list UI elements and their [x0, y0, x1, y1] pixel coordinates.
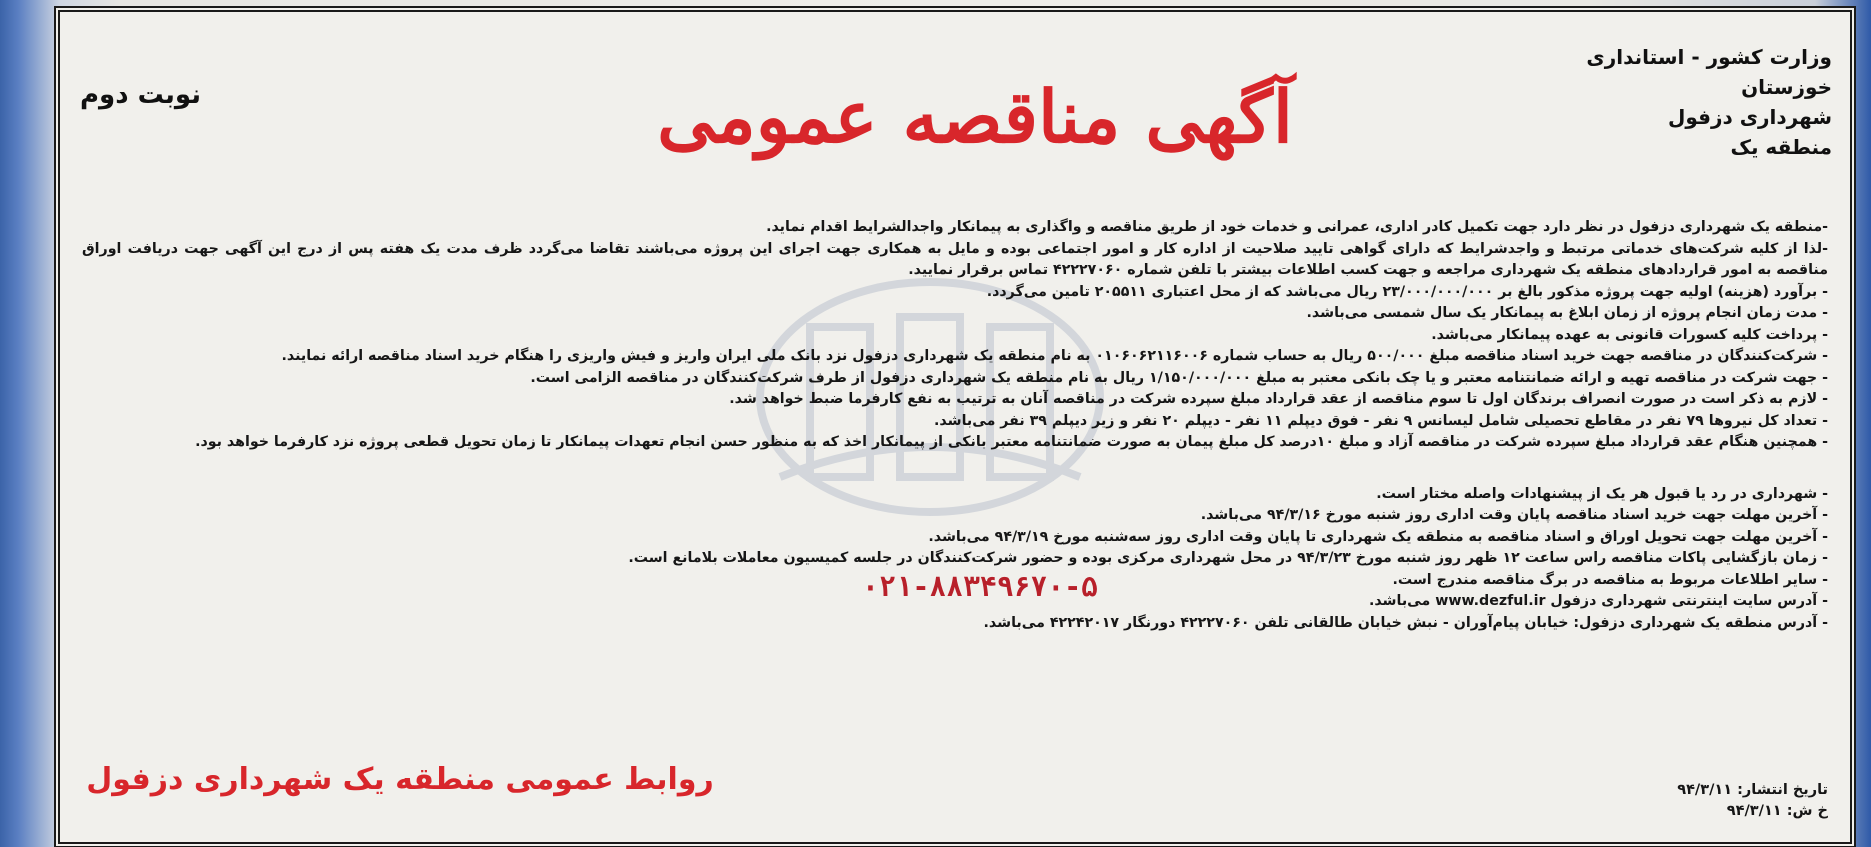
- paragraph: - شهرداری در رد یا قبول هر یک از پیشنهادات واصله مختار است.: [1376, 485, 1828, 502]
- paragraph: -منطقه یک شهرداری دزفول در نظر دارد جهت تکمیل کادر اداری، عمرانی و خدمات خود از طریق مناقصه و واگذاری به پیمانکار واجدالشرایط اقدام نماید.: [766, 219, 1828, 235]
- ministry-line: وزارت کشور - استانداری خوزستان: [1586, 45, 1832, 99]
- paragraph: - شرکت‌کنندگان در مناقصه جهت خرید اسناد مناقصه مبلغ ۵۰۰/۰۰۰ ریال به حساب شماره ۰۱۰۶۰۶۲۱۱۶۰۰۶ به نام منطقه یک شهرداری دزفول نزد بانک ملی ایران واریز و فیش واریزی را هنگام خرید اسناد مناقصه ارائه نمایند.: [281, 348, 1828, 364]
- publish-info: [1408, 780, 1828, 822]
- paragraph: - مدت زمان انجام پروژه از زمان ابلاغ به پیمانکار یک سال شمسی می‌باشد.: [1306, 305, 1828, 321]
- page-title: آگهی مناقصه عمومی: [657, 74, 1293, 159]
- paragraph: - همچنین هنگام عقد قرارداد مبلغ سپرده شرکت در مناقصه آزاد و مبلغ ۱۰درصد کل مبلغ پیمان به صورت ضمانتنامه معتبر بانکی از پیمانکار اخذ که به منظور حسن انجام تعهدات پیمانکار تا زمان تحویل قطعی پروژه نزد کارفرما خواهد بود.: [195, 434, 1828, 450]
- issuer-block: [1492, 42, 1832, 162]
- phone-spacer: [82, 454, 1828, 484]
- paragraph: - آخرین مهلت جهت خرید اسناد مناقصه پایان وقت اداری روز شنبه مورخ ۹۴/۳/۱۶ می‌باشد.: [1200, 507, 1828, 523]
- paragraph: - سایر اطلاعات مربوط به مناقصه در برگ مناقصه مندرج است.: [1392, 571, 1828, 588]
- phone-stamp: ۰۲۱-۸۸۳۴۹۶۷۰-۵: [861, 570, 1098, 603]
- paragraph: - پرداخت کلیه کسورات قانونی به عهده پیمانکار می‌باشد.: [1431, 326, 1828, 343]
- paragraph: - آدرس سایت اینترنتی شهرداری دزفول www.dezful.ir می‌باشد.: [1368, 593, 1828, 609]
- district-line: منطقه یک: [1730, 135, 1832, 159]
- municipality-line: شهرداری دزفول: [1667, 105, 1832, 129]
- round-label: نوبت دوم: [80, 80, 201, 110]
- paragraph: - جهت شرکت در مناقصه تهیه و ارائه ضمانتنامه معتبر و یا چک بانکی معتبر به مبلغ ۱/۱۵۰/۰۰۰/۰۰۰ ریال به نام منطقه یک شهرداری دزفول از طرف شرکت‌کنندگان در مناقصه الزامی است.: [530, 369, 1828, 386]
- publish-date: تاریخ انتشار: ۹۴/۳/۱۱: [1677, 782, 1828, 798]
- paragraph: - آخرین مهلت جهت تحویل اوراق و اسناد مناقصه به منطقه یک شهرداری تا پایان وقت اداری روز سه‌شنبه مورخ ۹۴/۳/۱۹ می‌باشد.: [928, 528, 1828, 545]
- publish-kh: خ ش: ۹۴/۳/۱۱: [1726, 803, 1828, 819]
- paragraph: - لازم به ذکر است در صورت انصراف برندگان اول تا سوم مناقصه از عقد قرارداد مبلغ سپرده شرکت در مناقصه آنان به ترتیب به نفع کارفرما ضبط خواهد شد.: [729, 391, 1828, 407]
- paragraph: - زمان بازگشایی پاکات مناقصه راس ساعت ۱۲ ظهر روز شنبه مورخ ۹۴/۳/۲۳ در محل شهرداری مرکزی بوده و حضور شرکت‌کنندگان در جلسه کمیسیون معاملات بلامانع است.: [628, 550, 1828, 566]
- paragraph: -لذا از کلیه شرکت‌های خدماتی مرتبط و واجدشرایط که دارای گواهی تایید صلاحیت از اداره کار و امور اجتماعی بوده و مایل به همکاری جهت اجرای این پروژه می‌باشند تقاضا می‌گردد ظرف مدت یک هفته پس از درج این آگهی جهت دریافت اوراق مناقصه به امور قراردادهای منطقه یک شهرداری مراجعه و جهت کسب اطلاعات بیشتر با تلفن شماره ۴۲۲۲۷۰۶۰ تماس برقرار نمایید.: [82, 240, 1828, 278]
- signature: روابط عمومی منطقه یک شهرداری دزفول: [86, 762, 714, 797]
- paragraph: - تعداد کل نیروها ۷۹ نفر در مقاطع تحصیلی شامل لیسانس ۹ نفر - فوق دیپلم ۱۱ نفر - دیپلم ۲۰ نفر و زیر دیپلم ۳۹ نفر می‌باشد.: [934, 412, 1828, 429]
- paragraph: - آدرس منطقه یک شهرداری دزفول: خیابان پیام‌آوران - نبش خیابان طالقانی تلفن ۴۲۲۲۷۰۶۰ دورنگار ۴۲۲۴۲۰۱۷ می‌باشد.: [983, 614, 1828, 631]
- tender-notice: [58, 10, 1852, 844]
- paragraph: - برآورد (هزینه) اولیه جهت پروژه مذکور بالغ بر ۲۳/۰۰۰/۰۰۰/۰۰۰ ریال می‌باشد که از محل اعتباری ۲۰۵۵۱۱ تامین می‌گردد.: [986, 283, 1828, 300]
